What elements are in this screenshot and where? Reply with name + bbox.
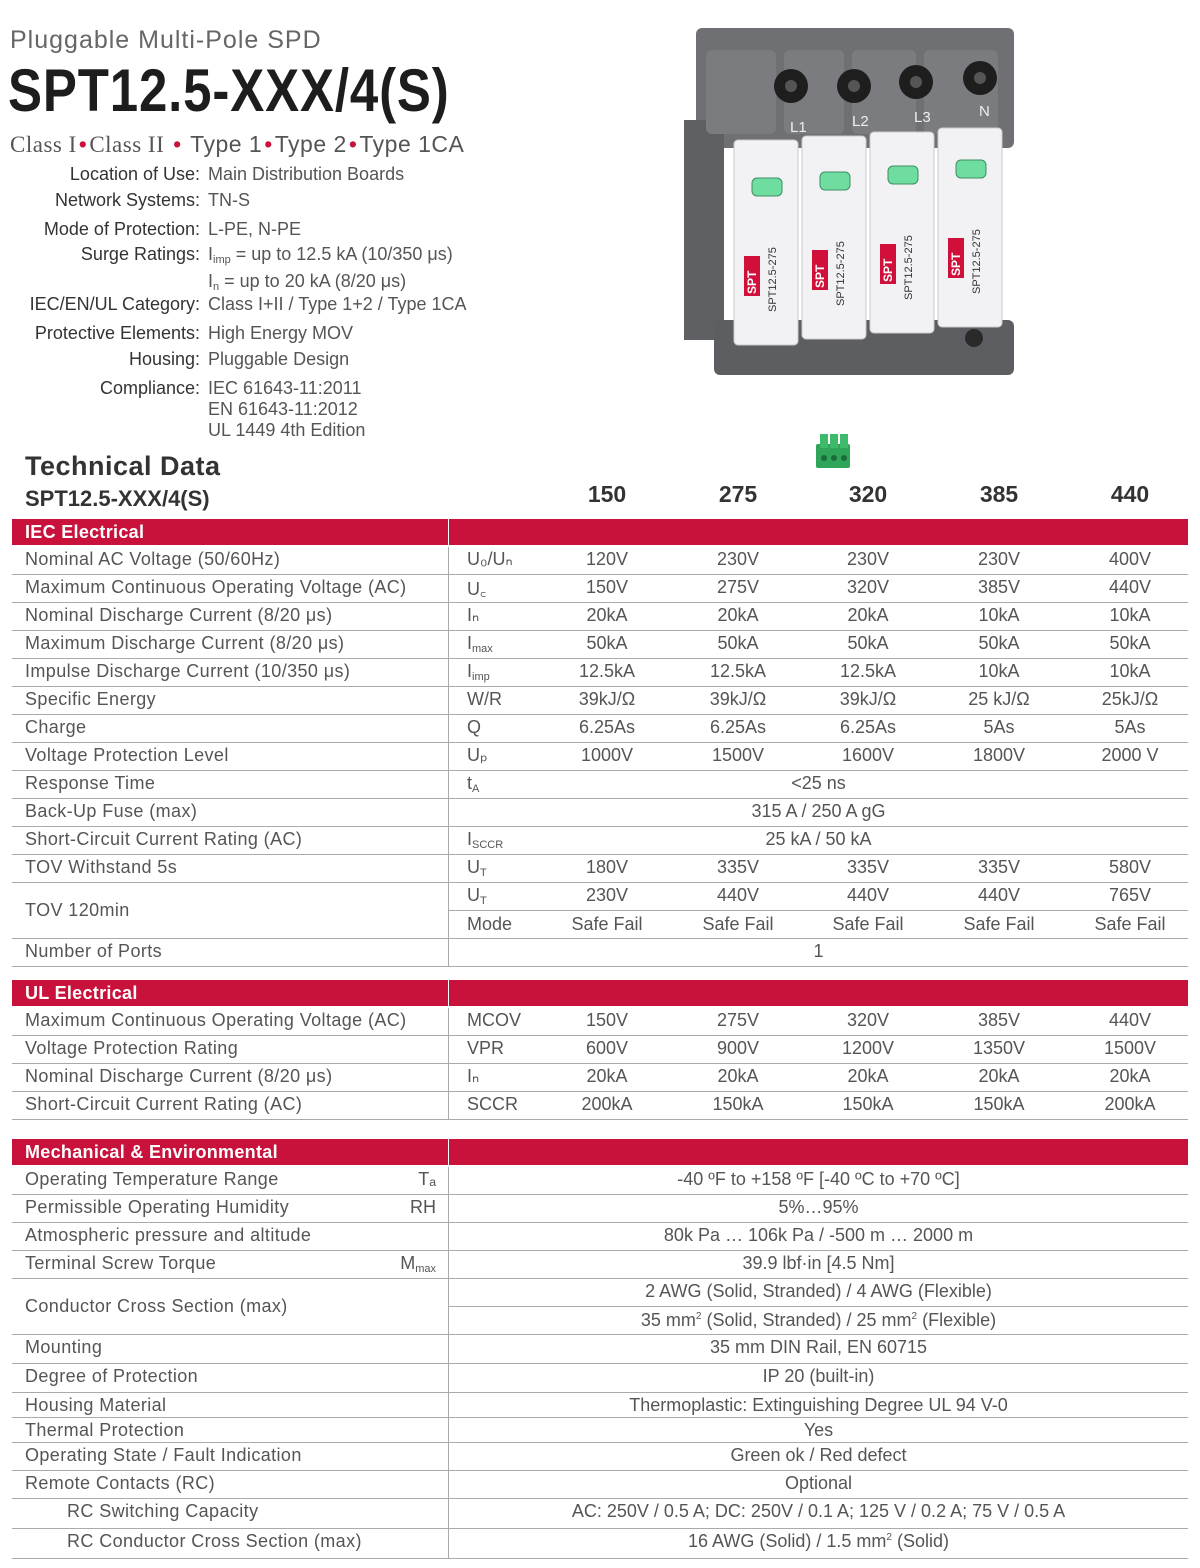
module-model-text: SPT12.5-275 <box>971 229 983 294</box>
table-cell: 20kA <box>1109 1066 1151 1086</box>
row-label: Housing Material <box>25 1395 167 1415</box>
row-label: Operating State / Fault Indication <box>25 1445 302 1465</box>
spec-value-line: UL 1449 4th Edition <box>208 420 366 440</box>
table-cell: 200kA <box>581 1094 633 1114</box>
row-label: Terminal Screw Torque <box>25 1253 217 1273</box>
spec-value-line: $I_n$ = up to 20 kA (8/20 μs) <box>208 271 407 293</box>
table-cell: 10kA <box>1109 661 1151 681</box>
table-cell: 25kJ/Ω <box>1101 689 1159 709</box>
spec-label: Protective Elements: <box>34 323 200 343</box>
table-cell: 150kA <box>842 1094 894 1114</box>
spec-label: Housing: <box>128 349 200 369</box>
band-divider <box>448 1139 449 1165</box>
table-cell: 10kA <box>1109 605 1151 625</box>
table-cell: 12.5kA <box>578 661 636 681</box>
plug-module <box>870 132 934 333</box>
table-cell: 230V <box>846 549 890 569</box>
terminal-label-n: N <box>979 103 990 120</box>
table-cell: Safe Fail <box>963 914 1035 934</box>
table-cell: 150V <box>585 1010 629 1030</box>
row-label: Specific Energy <box>25 689 157 709</box>
spec-value-line: IEC 61643-11:2011 <box>208 378 362 398</box>
table-cell: 12.5kA <box>839 661 897 681</box>
table-cell: 50kA <box>1109 633 1151 653</box>
row-value: IP 20 (built-in) <box>762 1366 875 1386</box>
spec-label: IEC/EN/UL Category: <box>29 294 200 314</box>
spec-value-line: TN-S <box>208 190 250 210</box>
table-cell: 385V <box>977 1010 1021 1030</box>
row-label: Short-Circuit Current Rating (AC) <box>25 829 303 849</box>
table-cell: 230V <box>716 549 760 569</box>
row-symbol: Mode <box>467 914 513 934</box>
table-cell: 440V <box>846 885 890 905</box>
table-cell: 900V <box>716 1038 760 1058</box>
spec-value-line: EN 61643-11:2012 <box>208 399 358 419</box>
table-row <box>12 1064 1188 1092</box>
row-value: 25 kA / 50 kA <box>765 829 872 849</box>
spec-label: Location of Use: <box>69 164 200 184</box>
table-cell: 200kA <box>1104 1094 1156 1114</box>
row-symbol: $U_T$ <box>467 885 487 907</box>
class-2: Class II <box>89 132 165 157</box>
table-row <box>12 771 1188 799</box>
row-value: 5%…95% <box>778 1197 859 1217</box>
row-symbol: Iₙ <box>467 1066 480 1086</box>
row-label: Charge <box>25 717 87 737</box>
module-model-text: SPT12.5-275 <box>767 247 779 312</box>
brand-logo-text: SPT <box>745 270 759 294</box>
table-row <box>12 1499 1188 1529</box>
table-row <box>12 1335 1188 1364</box>
table-cell: 120V <box>585 549 629 569</box>
band-divider <box>448 980 449 1006</box>
table-row <box>12 1418 1188 1443</box>
row-label: Maximum Continuous Operating Voltage (AC) <box>25 577 407 597</box>
row-symbol: Q <box>467 717 482 737</box>
table-cell: 39kJ/Ω <box>839 689 897 709</box>
table-row <box>12 743 1188 771</box>
row-symbol: SCCR <box>467 1094 519 1114</box>
row-value: -40 ºF to +158 ºF [-40 ºC to +70 ºC] <box>677 1169 960 1189</box>
table-cell: 10kA <box>978 661 1020 681</box>
status-window-icon <box>752 178 782 196</box>
row-symbol: $I_{max}$ <box>467 633 493 655</box>
section-title: Mechanical & Environmental <box>25 1142 278 1162</box>
table-cell: 440V <box>977 885 1021 905</box>
row-label: Nominal Discharge Current (8/20 μs) <box>25 605 333 625</box>
type-2: Type 2 <box>274 131 347 157</box>
row-value: Green ok / Red defect <box>730 1445 907 1465</box>
brand-logo-text: SPT <box>949 252 963 276</box>
table-row <box>12 1251 1188 1279</box>
table-cell: 275V <box>716 1010 760 1030</box>
row-symbol: $t_A$ <box>467 773 480 795</box>
table-row <box>12 1167 1188 1195</box>
row-value: 1 <box>813 941 824 961</box>
spec-label: Compliance: <box>99 378 200 398</box>
spec-value-line: High Energy MOV <box>208 323 354 343</box>
spec-value <box>208 378 365 441</box>
table-row <box>12 1393 1188 1418</box>
table-row <box>12 687 1188 715</box>
row-symbol: $U_T$ <box>467 857 487 879</box>
row-value: 315 A / 250 A gG <box>751 801 886 821</box>
row-label: Conductor Cross Section (max) <box>25 1296 288 1316</box>
row-label: Voltage Protection Level <box>25 745 229 765</box>
table-cell: 1500V <box>1103 1038 1157 1058</box>
row-symbol: $M_{max}$ <box>400 1253 436 1275</box>
table-cell: 5As <box>1114 717 1146 737</box>
row-value: 39.9 lbf·in [4.5 Nm] <box>742 1253 895 1273</box>
table-cell: 25 kJ/Ω <box>968 689 1030 709</box>
class-line: Class I•Class II • Type 1•Type 2•Type 1CA <box>10 131 465 157</box>
inner-divider <box>449 910 1188 911</box>
module-model-text: SPT12.5-275 <box>835 241 847 306</box>
table-cell: 335V <box>977 857 1021 877</box>
plug-module <box>802 136 866 339</box>
column-divider <box>448 547 449 967</box>
table-row <box>12 1195 1188 1223</box>
table-cell: 20kA <box>847 605 889 625</box>
table-row <box>12 1223 1188 1251</box>
column-header: 385 <box>979 481 1019 507</box>
plug-module <box>938 128 1002 327</box>
row-value: Optional <box>784 1473 853 1493</box>
table-cell: 20kA <box>717 605 759 625</box>
table-row <box>12 855 1188 883</box>
row-label: Voltage Protection Rating <box>25 1038 239 1058</box>
table-cell: 385V <box>977 577 1021 597</box>
table-cell: 2000 V <box>1101 745 1159 765</box>
table-cell: 20kA <box>847 1066 889 1086</box>
row-symbol: U꜀ <box>467 579 487 599</box>
row-value: 80k Pa … 106k Pa / -500 m … 2000 m <box>663 1225 974 1245</box>
table-row <box>12 715 1188 743</box>
row-value: 16 AWG (Solid) / 1.5 $mm^2$ (Solid) <box>688 1531 949 1551</box>
row-symbol: U₀/Uₙ <box>467 549 513 569</box>
spec-label: Network Systems: <box>54 190 200 210</box>
row-value: <25 ns <box>791 773 846 793</box>
table-cell: 39kJ/Ω <box>578 689 636 709</box>
table-cell: 20kA <box>978 1066 1020 1086</box>
spec-value <box>208 294 466 315</box>
band-divider <box>448 519 449 545</box>
table-row <box>12 575 1188 603</box>
product-model-title: SPT12.5-XXX/4(S) <box>8 57 450 124</box>
table-cell: 335V <box>846 857 890 877</box>
section-band-mechanical <box>12 1139 1188 1165</box>
table-row <box>12 1036 1188 1064</box>
table-cell: Safe Fail <box>571 914 643 934</box>
row-label: TOV Withstand 5s <box>25 857 178 877</box>
row-symbol: Uₚ <box>467 745 488 765</box>
column-divider <box>448 1008 449 1120</box>
table-cell: 765V <box>1108 885 1152 905</box>
spec-value <box>208 323 353 344</box>
terminal-label-l2: L2 <box>852 113 869 130</box>
row-symbol: Tₐ <box>418 1169 436 1189</box>
table-cell: 320V <box>846 577 890 597</box>
table-cell: 580V <box>1108 857 1152 877</box>
row-label: Degree of Protection <box>25 1366 199 1386</box>
table-cell: 50kA <box>586 633 628 653</box>
spec-label: Mode of Protection: <box>43 219 200 239</box>
table-cell: 10kA <box>978 605 1020 625</box>
row-label: Maximum Discharge Current (8/20 μs) <box>25 633 345 653</box>
row-value: 2 AWG (Solid, Stranded) / 4 AWG (Flexible) <box>645 1281 992 1301</box>
row-label: Maximum Continuous Operating Voltage (AC) <box>25 1010 407 1030</box>
terminal-label-l3: L3 <box>914 109 931 126</box>
row-label: TOV 120min <box>25 900 130 920</box>
row-symbol: MCOV <box>467 1010 521 1030</box>
table-cell: 440V <box>1108 577 1152 597</box>
table-cell: 600V <box>585 1038 629 1058</box>
column-divider <box>448 1167 449 1559</box>
table-cell: 230V <box>977 549 1021 569</box>
table-cell: 150kA <box>712 1094 764 1114</box>
table-row <box>12 799 1188 827</box>
table-cell: 1500V <box>711 745 765 765</box>
section-band-ul <box>12 980 1188 1006</box>
row-label: Short-Circuit Current Rating (AC) <box>25 1094 303 1114</box>
row-label: Mounting <box>25 1337 103 1357</box>
table-row <box>12 827 1188 855</box>
table-cell: 39kJ/Ω <box>709 689 767 709</box>
table-cell: 20kA <box>586 1066 628 1086</box>
spec-value <box>208 190 250 211</box>
row-label: Operating Temperature Range <box>25 1169 279 1189</box>
remote-contact-connector-image <box>814 432 854 472</box>
table-cell: Safe Fail <box>832 914 904 934</box>
technical-data-model: SPT12.5-XXX/4(S) <box>25 486 210 511</box>
row-symbol: W/R <box>467 689 502 709</box>
status-window-icon <box>956 160 986 178</box>
table-row <box>12 659 1188 687</box>
spec-value-line: Class I+II / Type 1+2 / Type 1CA <box>208 294 467 314</box>
row-symbol: $I_{SCCR}$ <box>467 829 504 851</box>
type-1: Type 1 <box>190 131 263 157</box>
table-cell: 1200V <box>841 1038 895 1058</box>
status-window-icon <box>820 172 850 190</box>
product-image <box>684 20 1064 380</box>
table-cell: 150kA <box>973 1094 1025 1114</box>
row-label: Thermal Protection <box>25 1420 185 1440</box>
row-value: Yes <box>803 1420 834 1440</box>
spec-value <box>208 244 453 298</box>
table-row <box>12 1471 1188 1499</box>
table-cell: 12.5kA <box>709 661 767 681</box>
class-1: Class I <box>10 132 77 157</box>
column-header: 440 <box>1110 481 1150 507</box>
table-cell: 400V <box>1108 549 1152 569</box>
table-cell: 180V <box>585 857 629 877</box>
column-header: 320 <box>848 481 888 507</box>
table-row <box>12 547 1188 575</box>
table-cell: 5As <box>983 717 1015 737</box>
spec-value-line: L-PE, N-PE <box>208 219 302 239</box>
table-cell: 1000V <box>580 745 634 765</box>
row-label: Number of Ports <box>25 941 163 961</box>
table-cell: 50kA <box>717 633 759 653</box>
table-cell: 1350V <box>972 1038 1026 1058</box>
type-1ca: Type 1CA <box>359 131 465 157</box>
table-cell: 6.25As <box>578 717 636 737</box>
row-label: RC Conductor Cross Section (max) <box>67 1531 362 1551</box>
table-cell: 50kA <box>847 633 889 653</box>
module-model-text: SPT12.5-275 <box>903 235 915 300</box>
row-symbol: RH <box>410 1197 436 1217</box>
spec-value <box>208 219 301 240</box>
row-value: AC: 250V / 0.5 A; DC: 250V / 0.1 A; 125 V / 0.2 A; 75 V / 0.5 A <box>571 1501 1066 1521</box>
table-row <box>12 1443 1188 1471</box>
section-title: UL Electrical <box>25 983 138 1003</box>
row-value: Thermoplastic: Extinguishing Degree UL 94 V-0 <box>629 1395 1008 1415</box>
table-row <box>12 1092 1188 1120</box>
table-cell: 335V <box>716 857 760 877</box>
spec-value <box>208 164 404 185</box>
table-cell: 440V <box>716 885 760 905</box>
table-cell: 230V <box>585 885 629 905</box>
row-label: Back-Up Fuse (max) <box>25 801 198 821</box>
table-cell: 275V <box>716 577 760 597</box>
row-label: Atmospheric pressure and altitude <box>25 1225 312 1245</box>
section-band-iec <box>12 519 1188 545</box>
spec-value-line: $I_{imp}$ = up to 12.5 kA (10/350 μs) <box>208 244 453 266</box>
row-label: Nominal AC Voltage (50/60Hz) <box>25 549 281 569</box>
table-cell: 320V <box>846 1010 890 1030</box>
row-label: Impulse Discharge Current (10/350 μs) <box>25 661 351 681</box>
table-cell: 6.25As <box>839 717 897 737</box>
table-cell: 440V <box>1108 1010 1152 1030</box>
row-symbol: VPR <box>467 1038 505 1058</box>
row-label: Remote Contacts (RC) <box>25 1473 216 1493</box>
table-cell: 150V <box>585 577 629 597</box>
column-header: 275 <box>718 481 758 507</box>
table-cell: 20kA <box>586 605 628 625</box>
row-symbol: Iₙ <box>467 605 480 625</box>
inner-divider <box>449 1306 1188 1307</box>
table-row <box>12 1279 1188 1335</box>
table-row <box>12 1364 1188 1393</box>
table-row <box>12 939 1188 967</box>
spec-label: Surge Ratings: <box>80 244 200 264</box>
column-header: 150 <box>587 481 627 507</box>
table-cell: Safe Fail <box>1094 914 1166 934</box>
spec-value-line: Pluggable Design <box>208 349 350 369</box>
row-symbol: $I_{imp}$ <box>467 661 490 683</box>
table-row <box>12 883 1188 939</box>
status-window-icon <box>888 166 918 184</box>
spec-value-line: Main Distribution Boards <box>208 164 405 184</box>
section-title: IEC Electrical <box>25 522 145 542</box>
plug-modules <box>734 128 1002 345</box>
brand-logo-text: SPT <box>813 264 827 288</box>
table-row <box>12 1008 1188 1036</box>
table-cell: 20kA <box>717 1066 759 1086</box>
table-cell: 50kA <box>978 633 1020 653</box>
table-cell: Safe Fail <box>702 914 774 934</box>
terminal-label-l1: L1 <box>790 119 807 136</box>
row-label: Permissible Operating Humidity <box>25 1197 290 1217</box>
product-subtitle: Pluggable Multi-Pole SPD <box>10 26 322 54</box>
table-cell: 1600V <box>841 745 895 765</box>
table-cell: 1800V <box>972 745 1026 765</box>
row-value: 35 $mm^2$ (Solid, Stranded) / 25 $mm^2$ (Flexible) <box>640 1310 997 1330</box>
row-label: Response Time <box>25 773 156 793</box>
row-value: 35 mm DIN Rail, EN 60715 <box>709 1337 928 1357</box>
technical-data-title: Technical Data <box>25 451 221 481</box>
row-label: Nominal Discharge Current (8/20 μs) <box>25 1066 333 1086</box>
table-row <box>12 1529 1188 1559</box>
table-cell: 6.25As <box>709 717 767 737</box>
row-label: RC Switching Capacity <box>67 1501 259 1521</box>
plug-module <box>734 140 798 345</box>
brand-logo-text: SPT <box>881 258 895 282</box>
table-row <box>12 603 1188 631</box>
spec-value <box>208 349 349 370</box>
table-row <box>12 631 1188 659</box>
